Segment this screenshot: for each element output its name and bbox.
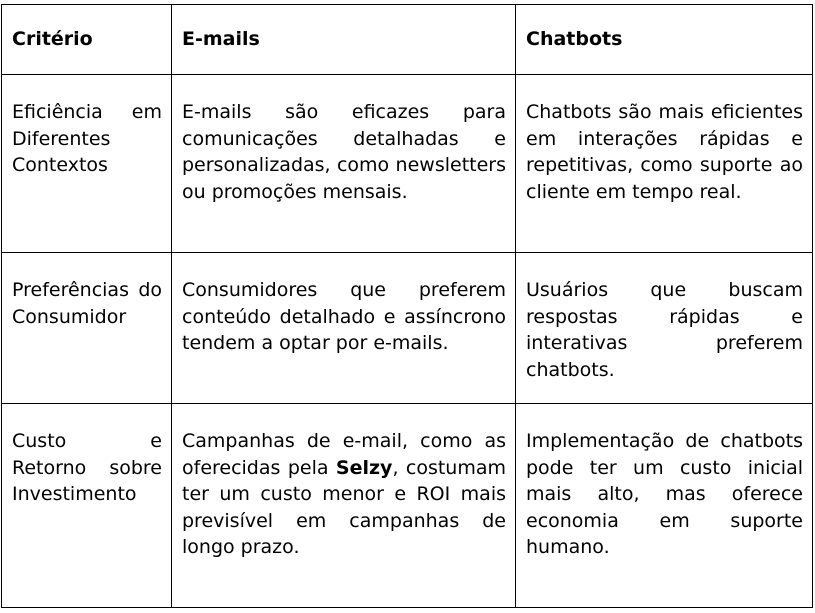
cell-text: Eficiência em Diferentes Contextos [12,101,162,176]
cell-text: Preferências do Consumidor [12,279,162,328]
header-chatbots: Chatbots [516,5,813,75]
criterion-cell [2,404,172,608]
cell-text [182,404,506,561]
chatbots-cell [516,75,813,253]
cell-text-part: Campanhas de e-mail, como as oferecidas pela [182,430,506,479]
cell-text: E-mails são eficazes para comunicações detalhadas e personalizadas, como newsletters ou promoções mensais. [182,101,506,203]
emails-cell [172,404,516,608]
header-row [2,5,813,75]
chatbots-cell [516,404,813,608]
cell-text: Chatbots são mais eficientes em interações rápidas e repetitivas, como suporte ao cliente em tempo real. [526,101,803,203]
comparison-table [1,4,813,608]
cell-text: Consumidores que preferem conteúdo detalhado e assíncrono tendem a optar por e-mails. [182,279,506,354]
emails-cell [172,75,516,253]
table-row [2,75,813,253]
cell-text: Usuários que buscam respostas rápidas e interativas preferem chatbots. [526,279,803,381]
table-row [2,404,813,608]
cell-text: Custo e Retorno sobre Investimento [12,430,162,505]
header-criterion: Critério [2,5,172,75]
emails-cell [172,253,516,404]
header-emails: E-mails [172,5,516,75]
cell-text-part: , costumam ter um custo menor e ROI mais previsível em campanhas de longo prazo. [182,456,506,558]
brand-name: Selzy [335,456,393,479]
criterion-cell [2,253,172,404]
table-row [2,253,813,404]
cell-text: Implementação de chatbots pode ter um custo inicial mais alto, mas oferece economia em suporte humano. [526,430,803,558]
chatbots-cell [516,253,813,404]
criterion-cell [2,75,172,253]
